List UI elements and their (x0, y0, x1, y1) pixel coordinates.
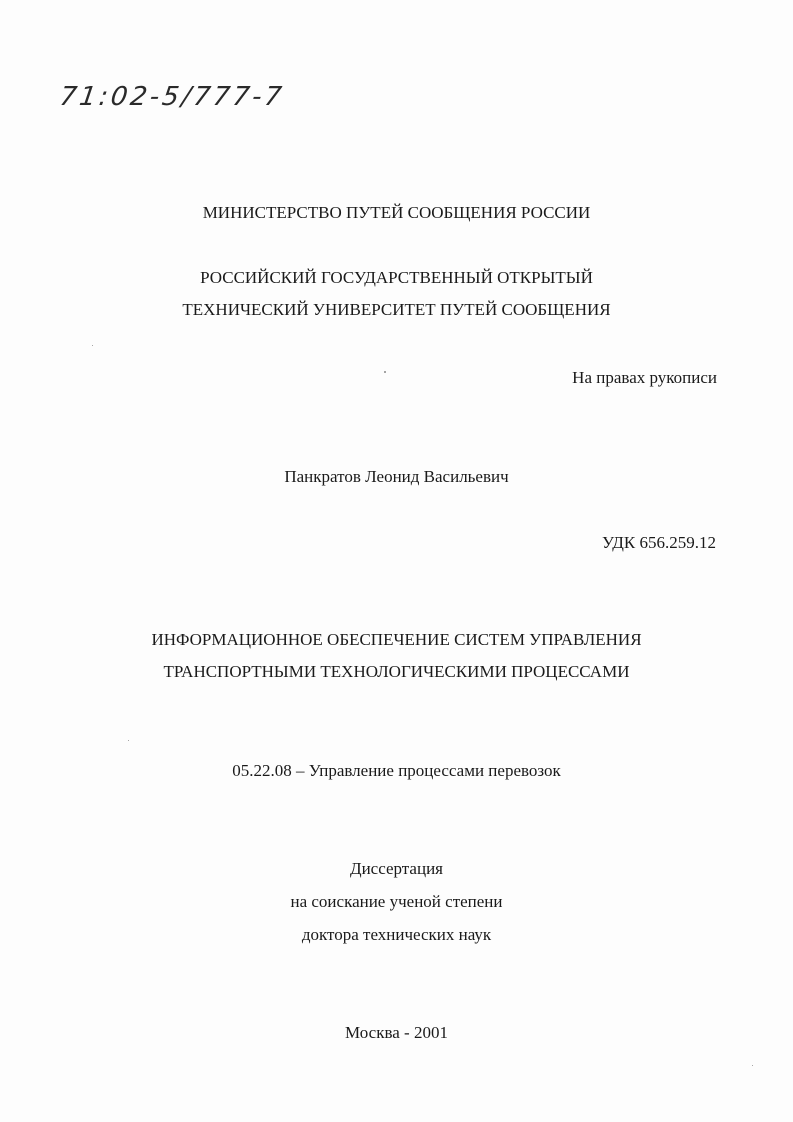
manuscript-note: На правах рукописи (572, 368, 717, 387)
dissertation-title-line2: ТРАНСПОРТНЫМИ ТЕХНОЛОГИЧЕСКИМИ ПРОЦЕССАМИ (163, 662, 630, 681)
university-name-line1: РОССИЙСКИЙ ГОСУДАРСТВЕННЫЙ ОТКРЫТЫЙ (200, 268, 593, 287)
scan-speck (92, 345, 93, 346)
scan-speck (752, 1065, 753, 1066)
degree-line2: на соискание ученой степени (290, 892, 503, 911)
specialty-code: 05.22.08 – Управление процессами перевозок (232, 761, 561, 780)
udc-code: УДК 656.259.12 (601, 533, 716, 552)
place-and-year: Москва - 2001 (345, 1023, 448, 1042)
university-name-line2: ТЕХНИЧЕСКИЙ УНИВЕРСИТЕТ ПУТЕЙ СООБЩЕНИЯ (182, 300, 611, 319)
ministry-heading: МИНИСТЕРСТВО ПУТЕЙ СООБЩЕНИЯ РОССИИ (202, 203, 591, 222)
degree-line3: доктора технических наук (301, 925, 492, 944)
author-name: Панкратов Леонид Васильевич (284, 467, 509, 486)
scan-speck (384, 371, 386, 373)
degree-line1: Диссертация (349, 859, 443, 878)
dissertation-title-line1: ИНФОРМАЦИОННОЕ ОБЕСПЕЧЕНИЕ СИСТЕМ УПРАВЛЕНИЯ (151, 630, 642, 649)
archive-number-handwritten: 71:02-5/777-7 (57, 82, 287, 112)
scan-speck (128, 740, 129, 741)
